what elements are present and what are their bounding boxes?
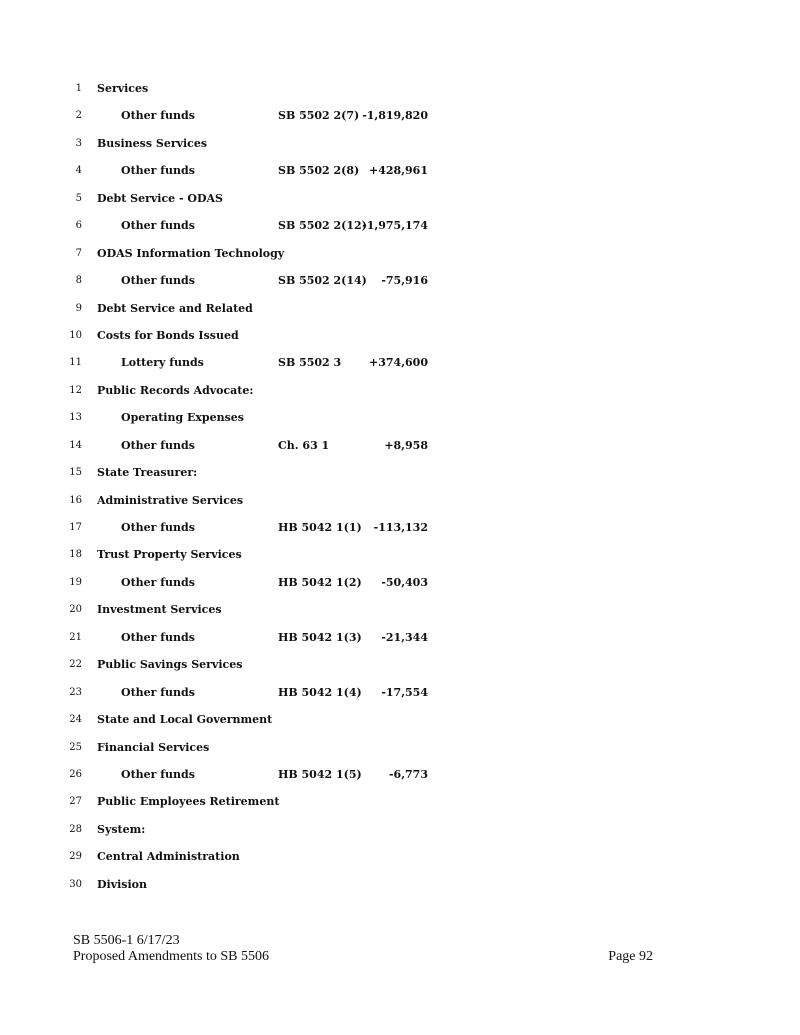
document-line <box>0 711 800 738</box>
line-number: 14 <box>69 439 82 451</box>
page-footer <box>73 933 653 965</box>
line-number: 5 <box>75 192 82 204</box>
document-line <box>0 437 800 464</box>
line-item-text: Other funds <box>121 274 195 288</box>
line-number: 30 <box>69 878 82 890</box>
document-line <box>0 629 800 656</box>
line-number: 18 <box>69 549 82 561</box>
line-number: 11 <box>69 357 82 369</box>
line-number: 7 <box>75 247 82 259</box>
line-number: 3 <box>75 137 82 149</box>
line-amount: +428,961 <box>369 164 428 178</box>
line-item-text: Other funds <box>121 767 195 781</box>
line-item-text: Public Savings Services <box>97 658 243 672</box>
line-reference: SB 5502 2(7) <box>278 109 360 123</box>
line-number: 13 <box>69 412 82 424</box>
line-item-text: Other funds <box>121 521 195 534</box>
line-number: 10 <box>69 329 82 341</box>
line-item-text: Investment Services <box>97 603 222 617</box>
line-number: 2 <box>75 110 82 122</box>
line-item-text: Other funds <box>121 219 195 233</box>
document-line <box>0 107 800 134</box>
line-amount: -6,773 <box>388 767 428 781</box>
line-item-text: Division <box>97 877 147 891</box>
document-line <box>0 327 800 354</box>
document-line <box>0 519 800 546</box>
page-number: Page 92 <box>608 949 653 964</box>
line-amount: +8,958 <box>384 438 428 452</box>
line-item-text: ODAS Information Technology <box>97 246 285 260</box>
document-line <box>0 739 800 766</box>
line-item-text: Public Records Advocate: <box>97 383 254 397</box>
line-number: 23 <box>69 686 82 698</box>
line-reference: Ch. 63 1 <box>278 438 330 452</box>
document-line <box>0 601 800 628</box>
line-number: 20 <box>69 604 82 616</box>
line-item-text: Other funds <box>121 109 195 123</box>
line-item-text: Services <box>97 82 149 95</box>
line-number: 17 <box>69 522 82 533</box>
document-line <box>0 300 800 327</box>
line-number: 1 <box>75 83 82 94</box>
line-reference: SB 5502 2(8) <box>278 164 360 178</box>
line-item-text: Other funds <box>121 164 195 178</box>
line-number: 19 <box>69 576 82 588</box>
line-number: 8 <box>75 275 82 287</box>
line-reference: SB 5502 2(14) <box>278 274 367 288</box>
document-line <box>0 492 800 519</box>
document-line <box>0 354 800 381</box>
document-body <box>0 80 800 903</box>
line-number: 29 <box>69 851 82 863</box>
footer-bill-id: SB 5506-1 6/17/23 <box>73 933 180 948</box>
document-line <box>0 684 800 711</box>
line-item-text: Operating Expenses <box>121 411 244 425</box>
document-line <box>0 190 800 217</box>
line-number: 6 <box>75 220 82 232</box>
line-reference: HB 5042 1(4) <box>278 685 362 699</box>
line-amount: -113,132 <box>373 521 428 534</box>
document-line <box>0 464 800 491</box>
document-line <box>0 382 800 409</box>
document-line <box>0 574 800 601</box>
line-amount: -1,819,820 <box>362 109 428 123</box>
line-item-text: Financial Services <box>97 740 210 754</box>
document-line <box>0 135 800 162</box>
document-line <box>0 876 800 903</box>
line-number: 24 <box>69 714 82 726</box>
document-line <box>0 217 800 244</box>
line-reference: HB 5042 1(5) <box>278 767 362 781</box>
line-item-text: System: <box>97 822 146 836</box>
line-reference: HB 5042 1(3) <box>278 630 362 644</box>
document-line <box>0 821 800 848</box>
line-number: 22 <box>69 659 82 671</box>
line-amount: -50,403 <box>381 575 428 589</box>
line-item-text: Other funds <box>121 630 195 644</box>
line-amount: -75,916 <box>381 274 428 288</box>
document-line <box>0 793 800 820</box>
footer-subtitle: Proposed Amendments to SB 5506 <box>73 949 270 964</box>
line-number: 26 <box>69 768 82 780</box>
document-line <box>0 162 800 189</box>
line-item-text: Other funds <box>121 575 195 589</box>
line-number: 27 <box>69 796 82 808</box>
line-item-text: Debt Service - ODAS <box>97 191 223 205</box>
document-line <box>0 80 800 107</box>
document-line <box>0 766 800 793</box>
line-reference: SB 5502 3 <box>278 356 342 370</box>
line-item-text: Central Administration <box>97 850 240 864</box>
line-item-text: State Treasurer: <box>97 466 198 480</box>
line-item-text: Other funds <box>121 438 195 452</box>
line-number: 21 <box>69 631 82 643</box>
line-number: 16 <box>69 494 82 506</box>
line-number: 4 <box>75 165 82 177</box>
line-number: 28 <box>69 823 82 835</box>
line-item-text: Trust Property Services <box>97 548 242 562</box>
line-amount: +374,600 <box>369 356 428 370</box>
line-item-text: Administrative Services <box>97 493 244 507</box>
document-line <box>0 848 800 875</box>
line-item-text: Costs for Bonds Issued <box>97 328 239 342</box>
line-reference: SB 5502 2(12) <box>278 219 367 233</box>
line-item-text: Lottery funds <box>121 356 204 370</box>
line-number: 12 <box>69 384 82 396</box>
line-number: 25 <box>69 741 82 753</box>
document-line <box>0 546 800 573</box>
line-item-text: Business Services <box>97 136 208 150</box>
document-line <box>0 245 800 272</box>
line-amount: -21,344 <box>381 630 428 644</box>
line-reference: HB 5042 1(1) <box>278 521 362 534</box>
line-amount: -17,554 <box>381 685 428 699</box>
line-item-text: Public Employees Retirement <box>97 795 280 809</box>
document-line <box>0 656 800 683</box>
line-item-text: Debt Service and Related <box>97 301 253 315</box>
document-line <box>0 272 800 299</box>
document-line <box>0 409 800 436</box>
line-item-text: Other funds <box>121 685 195 699</box>
line-item-text: State and Local Government <box>97 713 273 727</box>
line-reference: HB 5042 1(2) <box>278 575 362 589</box>
line-number: 15 <box>69 467 82 479</box>
line-amount: -1,975,174 <box>362 219 428 233</box>
line-number: 9 <box>75 302 82 314</box>
